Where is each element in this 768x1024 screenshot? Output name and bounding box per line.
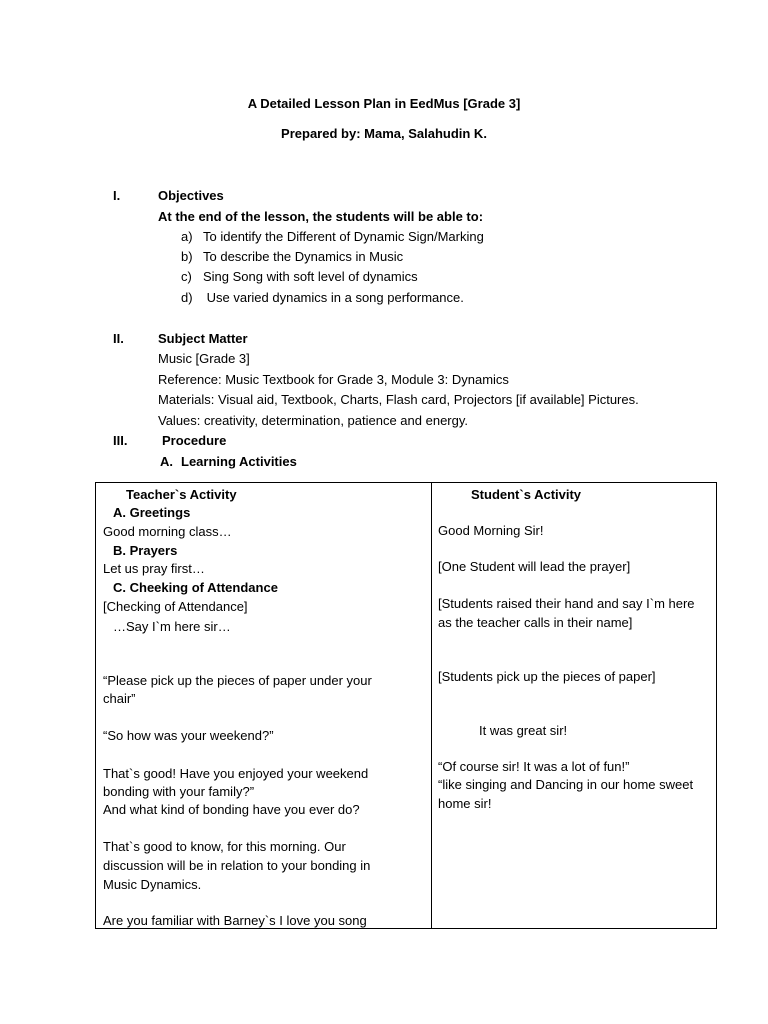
subject-matter-line: Music [Grade 3] xyxy=(158,351,250,366)
section-number-subject-matter: II. xyxy=(113,331,124,346)
teacher-greetings-heading: A. Greetings xyxy=(113,505,191,520)
student-line: [Students pick up the pieces of paper] xyxy=(438,669,656,684)
teacher-line: chair” xyxy=(103,691,136,706)
column-divider xyxy=(431,483,432,928)
subsection-heading-learning-activities: Learning Activities xyxy=(181,454,297,469)
objective-letter: b) xyxy=(181,249,193,264)
teacher-line: discussion will be in relation to your bonding in xyxy=(103,858,371,873)
objective-item: To describe the Dynamics in Music xyxy=(203,249,404,264)
teacher-line: …Say I`m here sir… xyxy=(113,619,231,634)
student-line: “like singing and Dancing in our home sweet xyxy=(438,777,694,792)
section-heading-subject-matter: Subject Matter xyxy=(158,331,248,346)
document-title: A Detailed Lesson Plan in EedMus [Grade 3] xyxy=(247,96,521,111)
teacher-line: Are you familiar with Barney`s I love you song xyxy=(103,913,367,928)
teacher-line: “So how was your weekend?” xyxy=(103,728,274,743)
teacher-prayers-heading: B. Prayers xyxy=(113,543,178,558)
teacher-line: [Checking of Attendance] xyxy=(103,599,248,614)
objective-item: To identify the Different of Dynamic Sign/Marking xyxy=(203,229,484,244)
student-line: [Students raised their hand and say I`m here xyxy=(438,596,695,611)
section-heading-objectives: Objectives xyxy=(158,188,224,203)
student-column-header: Student`s Activity xyxy=(471,487,582,502)
section-number-procedure: III. xyxy=(113,433,128,448)
section-heading-procedure: Procedure xyxy=(162,433,227,448)
student-line: It was great sir! xyxy=(479,723,568,738)
objective-letter: d) xyxy=(181,290,193,305)
student-line: home sir! xyxy=(438,796,492,811)
student-line: [One Student will lead the prayer] xyxy=(438,559,631,574)
objective-item: Use varied dynamics in a song performance. xyxy=(203,290,464,305)
teacher-line: And what kind of bonding have you ever do? xyxy=(103,802,360,817)
subject-matter-line: Materials: Visual aid, Textbook, Charts, Flash card, Projectors [if available] Pictures. xyxy=(158,392,639,407)
teacher-line: Let us pray first… xyxy=(103,561,205,576)
subject-matter-line: Reference: Music Textbook for Grade 3, Module 3: Dynamics xyxy=(158,372,509,387)
teacher-column-header: Teacher`s Activity xyxy=(126,487,237,502)
student-line: as the teacher calls in their name] xyxy=(438,615,633,630)
teacher-line: Music Dynamics. xyxy=(103,877,202,892)
prepared-by: Prepared by: Mama, Salahudin K. xyxy=(281,126,487,141)
objectives-intro: At the end of the lesson, the students will be able to: xyxy=(158,209,484,224)
subject-matter-line: Values: creativity, determination, patience and energy. xyxy=(158,413,469,428)
objective-letter: a) xyxy=(181,229,193,244)
student-line: “Of course sir! It was a lot of fun!” xyxy=(438,759,630,774)
teacher-line: bonding with your family?” xyxy=(103,784,255,799)
activity-table xyxy=(95,482,717,929)
subsection-letter: A. xyxy=(160,454,173,469)
student-line: Good Morning Sir! xyxy=(438,523,544,538)
objective-item: Sing Song with soft level of dynamics xyxy=(203,269,418,284)
teacher-attendance-heading: C. Cheeking of Attendance xyxy=(113,580,278,595)
teacher-line: Good morning class… xyxy=(103,524,232,539)
teacher-line: That`s good to know, for this morning. Our xyxy=(103,839,346,854)
teacher-line: That`s good! Have you enjoyed your weekend xyxy=(103,766,369,781)
section-number-objectives: I. xyxy=(113,188,121,203)
teacher-line: “Please pick up the pieces of paper under your xyxy=(103,673,372,688)
objective-letter: c) xyxy=(181,269,192,284)
